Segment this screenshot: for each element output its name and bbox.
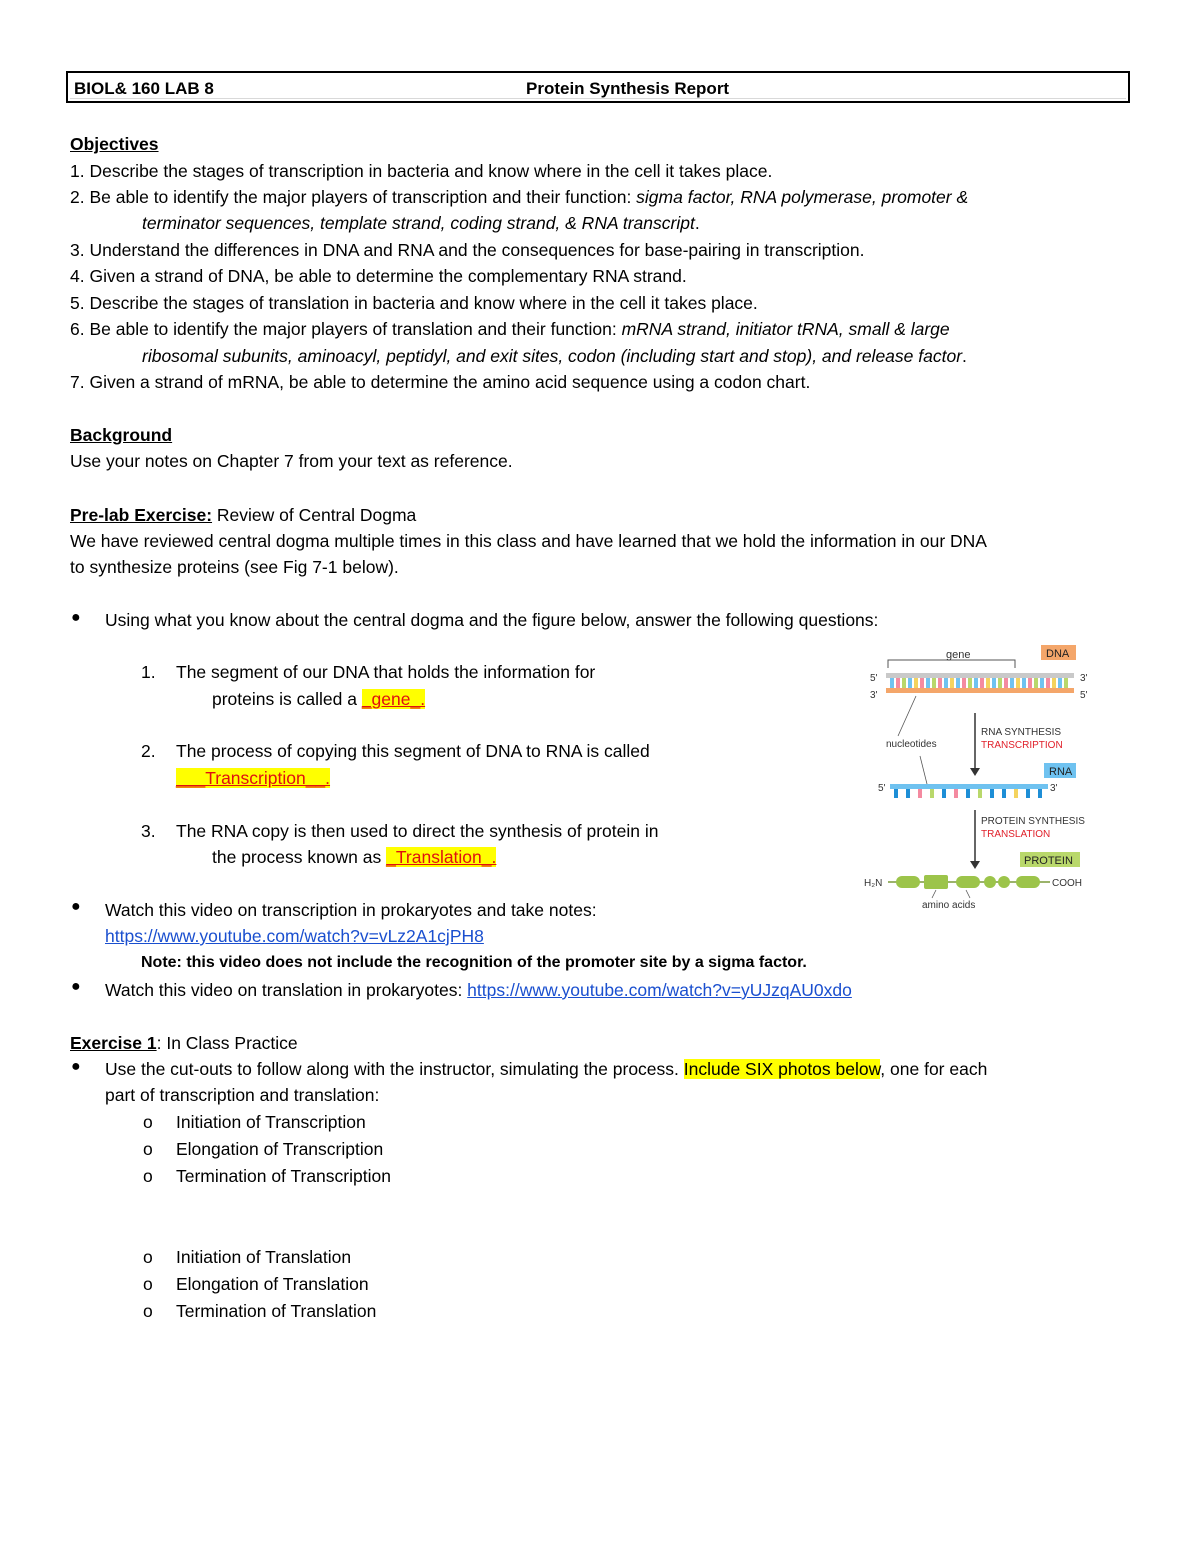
central-dogma-figure <box>858 638 1098 913</box>
objective-2: 2. Be able to identify the major players of transcription and their function: sigma factor, RNA polymerase, promoter & <box>70 187 969 207</box>
step-elongation-transcription: Elongation of Transcription <box>176 1139 384 1159</box>
dna-3prime-bottom: 3' <box>870 690 878 701</box>
question-3-text: The RNA copy is then used to direct the synthesis of protein in <box>176 821 659 841</box>
exercise1-heading: Exercise 1: In Class Practice <box>70 1033 298 1053</box>
nucleotides-pointer-2 <box>920 756 928 788</box>
amino-pointer-2 <box>966 890 970 898</box>
answer-1: _gene_. <box>361 689 426 709</box>
objective-6-cont: ribosomal subunits, aminoacyl, peptidyl, and exit sites, codon (including start and stop), and release factor. <box>142 346 967 366</box>
prelab-bullet-2: Watch this video on transcription in prokaryotes and take notes: <box>105 900 597 920</box>
gene-bracket <box>888 660 1015 668</box>
dna-5prime-top: 5' <box>870 673 878 684</box>
background-text: Use your notes on Chapter 7 from your text as reference. <box>70 451 513 471</box>
bullet-icon: ● <box>71 898 81 915</box>
amino-acids-label: amino acids <box>922 900 976 911</box>
video-note: Note: this video does not include the recognition of the promoter site by a sigma factor. <box>141 954 807 971</box>
protein-synthesis-label: PROTEIN SYNTHESIS <box>981 816 1085 827</box>
rna-bases <box>894 789 1042 798</box>
prelab-heading: Pre-lab Exercise: Review of Central Dogma <box>70 505 417 525</box>
list-marker: o <box>143 1247 153 1267</box>
rna-synthesis-label: RNA SYNTHESIS <box>981 727 1062 738</box>
bullet-icon: ● <box>71 609 81 626</box>
amino-pointer-1 <box>932 890 936 898</box>
list-marker: o <box>143 1166 153 1186</box>
gene-label: gene <box>946 649 971 661</box>
question-2-text: The process of copying this segment of DNA to RNA is called <box>176 741 650 761</box>
list-marker: o <box>143 1274 153 1294</box>
rna-5prime: 5' <box>878 783 886 794</box>
h2n-label: H₂N <box>864 878 883 889</box>
question-1-num: 1. <box>141 662 156 682</box>
transcription-arrowhead <box>970 768 980 776</box>
prelab-bullet-3: Watch this video on translation in prokaryotes: https://www.youtube.com/watch?v=yUJzqAU0xdo <box>105 980 852 1000</box>
transcription-video-link[interactable]: https://www.youtube.com/watch?v=vLz2A1cjPH8 <box>105 926 484 946</box>
dna-label: DNA <box>1046 648 1070 660</box>
dna-bottom-backbone <box>886 688 1074 693</box>
objective-7: 7. Given a strand of mRNA, be able to determine the amino acid sequence using a codon chart. <box>70 372 811 392</box>
exercise1-instruction: Use the cut-outs to follow along with the instructor, simulating the process. Include SIX photos below, one for each <box>105 1059 988 1079</box>
question-3-cont: the process known as _Translation_. <box>212 847 497 867</box>
header-box <box>66 71 1130 103</box>
question-2-cont <box>176 766 330 790</box>
background-heading: Background <box>70 425 173 445</box>
rna-label: RNA <box>1049 766 1073 778</box>
step-elongation-translation: Elongation of Translation <box>176 1274 369 1294</box>
dna-3prime-top: 3' <box>1080 673 1088 684</box>
nucleotides-pointer-1 <box>898 696 916 736</box>
rna-backbone <box>890 784 1048 789</box>
bullet-icon: ● <box>71 1058 81 1075</box>
objective-4: 4. Given a strand of DNA, be able to determine the complementary RNA strand. <box>70 266 687 286</box>
list-marker: o <box>143 1112 153 1132</box>
question-3-num: 3. <box>141 821 156 841</box>
dna-5prime-bottom: 5' <box>1080 690 1088 701</box>
question-1-text: The segment of our DNA that holds the information for <box>176 662 596 682</box>
transcription-label: TRANSCRIPTION <box>981 740 1063 751</box>
amino-acid-beads <box>896 875 1040 889</box>
objective-6: 6. Be able to identify the major players of translation and their function: mRNA strand, initiator tRNA, small & large <box>70 319 950 339</box>
step-initiation-transcription: Initiation of Transcription <box>176 1112 366 1132</box>
objectives-heading: Objectives <box>70 134 159 154</box>
list-marker: o <box>143 1301 153 1321</box>
exercise1-instruction-cont: part of transcription and translation: <box>105 1085 380 1105</box>
cooh-label: COOH <box>1052 878 1082 889</box>
answer-2: ___Transcription__. <box>176 768 331 788</box>
prelab-intro-1: We have reviewed central dogma multiple times in this class and have learned that we hold the information in our DNA <box>70 531 987 551</box>
protein-label: PROTEIN <box>1024 855 1073 867</box>
objective-3: 3. Understand the differences in DNA and RNA and the consequences for base-pairing in transcription. <box>70 240 865 260</box>
rna-3prime: 3' <box>1050 783 1058 794</box>
report-title: Protein Synthesis Report <box>526 79 730 98</box>
objective-5: 5. Describe the stages of translation in bacteria and know where in the cell it takes place. <box>70 293 758 313</box>
prelab-bullet-1: Using what you know about the central dogma and the figure below, answer the following questions: <box>105 610 879 630</box>
answer-3: _Translation_. <box>386 847 497 867</box>
dna-top-backbone <box>886 673 1074 678</box>
question-2-num: 2. <box>141 741 156 761</box>
step-initiation-translation: Initiation of Translation <box>176 1247 352 1267</box>
list-marker: o <box>143 1139 153 1159</box>
step-termination-transcription: Termination of Transcription <box>176 1166 391 1186</box>
translation-arrowhead <box>970 861 980 869</box>
translation-label: TRANSLATION <box>981 829 1051 840</box>
nucleotides-label: nucleotides <box>886 739 937 750</box>
objective-2-cont: terminator sequences, template strand, coding strand, & RNA transcript. <box>142 213 700 233</box>
question-1-cont: proteins is called a _gene_. <box>212 689 426 709</box>
prelab-intro-2: to synthesize proteins (see Fig 7-1 below). <box>70 557 399 577</box>
objective-1: 1. Describe the stages of transcription in bacteria and know where in the cell it takes place. <box>70 161 773 181</box>
dna-base-pairs <box>890 678 1068 688</box>
six-photos-highlight: Include SIX photos below <box>683 1059 881 1079</box>
bullet-icon: ● <box>71 978 81 995</box>
course-code: BIOL& 160 LAB 8 <box>74 79 214 98</box>
translation-video-link[interactable]: https://www.youtube.com/watch?v=yUJzqAU0xdo <box>467 980 852 1000</box>
step-termination-translation: Termination of Translation <box>176 1301 377 1321</box>
